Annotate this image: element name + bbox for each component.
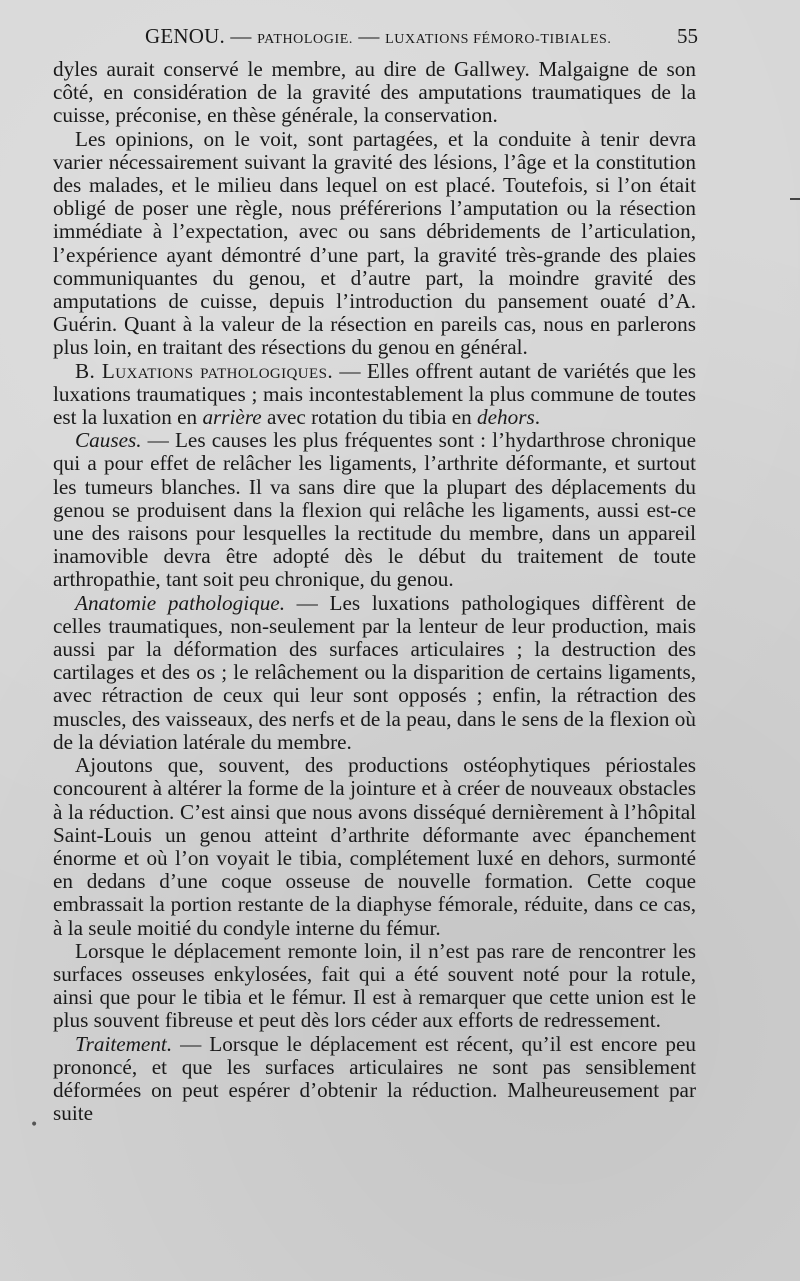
running-title-subsection: LUXATIONS FÉMORO-TIBIALES.	[385, 32, 612, 47]
running-title-section: PATHOLOGIE.	[257, 32, 353, 47]
paragraph-3-text-b: avec rotation du tibia en	[261, 405, 478, 430]
section-heading-luxations-pathologiques: B. Luxations pathologiques.	[75, 358, 334, 383]
paragraph-3-dash: —	[333, 358, 367, 383]
paragraph-3-emphasis-arriere: arrière	[202, 405, 262, 430]
paragraph-4-text: — Les causes les plus fréquentes sont : l’hydarthrose chronique qui a pour effet de relâcher les ligaments, l’arthrite déformante, et surtout les tumeurs blanches. Il va sans dire que la plupart des déplacements du genou se produisent dans la flexion qui relâche les ligaments, aussi est-ce une des raisons pour lesquelles la rectitude du membre, dans un appareil inamovible devra être adopté dès le début du traitement de toute arthropathie, tant soit peu chronique, du genou.	[53, 428, 696, 592]
paragraph-8-text: — Lorsque le déplacement est récent, qu’il est encore peu prononcé, et que les surfaces articulaires ne sont pas sensiblement déformées on peut espérer d’obtenir la réduction. Malheureusement par suite	[53, 1031, 696, 1126]
subheading-causes: Causes.	[75, 428, 142, 453]
paragraph-6: Ajoutons que, souvent, des productions ostéophytiques périostales concourent à altérer la forme de la jointure et à créer de nouveaux obstacles à la réduction. C’est ainsi que nous avons disséqué dernièrement à l’hôpital Saint-Louis un genou atteint d’arthrite déformante avec épanchement énorme et où l’on voyait le tibia, complétement luxé en dehors, surmonté en dedans d’une coque osseuse de nouvelle formation. Cette coque embrassait la portion restante de la diaphyse fémorale, réduite, dans ce cas, à la seule moitié du condyle interne du fémur.	[53, 753, 696, 940]
running-header	[0, 24, 800, 56]
margin-bullet: •	[30, 1117, 39, 1133]
paragraph-5	[53, 592, 696, 754]
page-number: 55	[677, 24, 698, 48]
paragraph-4	[53, 429, 696, 591]
subheading-anatomie-pathologique: Anatomie pathologique.	[75, 590, 285, 615]
paragraph-8	[53, 1033, 696, 1126]
paragraph-7: Lorsque le déplacement remonte loin, il n’est pas rare de rencontrer les surfaces osseuses enkylosées, fait qui a été souvent noté pour la rotule, ainsi que pour le tibia et le fémur. Il est à remarquer que cette union est le plus souvent fibreuse et peut dès lors céder aux efforts de redressement.	[53, 938, 696, 1033]
paragraph-3-emphasis-dehors: dehors	[477, 405, 535, 430]
subheading-traitement: Traitement.	[75, 1031, 173, 1056]
header-separator-2: —	[352, 24, 386, 48]
paragraph-5-text: — Les luxations pathologiques diffèrent de celles traumatiques, non-seulement par la lenteur de leur production, mais aussi par la déformation des surfaces articulaires ; la destruction des cartilages et des os ; le relâchement ou la disparition de certains ligaments, avec rétraction de ceux qui leur sont opposés ; enfin, la rétraction des muscles, des vaisseaux, des nerfs et de la peau, dans le sens de la flexion où de la déviation latérale du membre.	[53, 590, 696, 754]
paragraph-2: Les opinions, on le voit, sont partagées, et la conduite à tenir devra varier nécessairement suivant la gravité des lésions, l’âge et la constitution des malades, et le milieu dans lequel on est placé. Toutefois, si l’on était obligé de poser une règle, nous préférerions l’amputation ou la résection immédiate à l’expectation, avec ou sans débridements de l’articulation, l’expérience ayant démontré d’une part, la gravité très-grande des plaies communiquantes du genou, et d’autre part, la moindre gravité des amputations de cuisse, depuis l’introduction du pansement ouaté d’A. Guérin. Quant à la valeur de la résection en pareils cas, nous en parlerons plus loin, en traitant des résections du genou en général.	[53, 126, 696, 360]
paragraph-3-text-a: Elles offrent autant de variétés que les luxations traumatiques ; mais incontestablement la plus commune de toutes est la luxation en	[53, 358, 696, 430]
paragraph-1: dyles aurait conservé le membre, au dire de Gallwey. Malgaigne de son côté, en considération de la gravité des amputations traumatiques de la cuisse, préconise, en thèse générale, la conservation.	[53, 57, 696, 128]
running-title-main: GENOU.	[145, 24, 225, 48]
running-title	[145, 24, 611, 49]
paragraph-3-text-c: .	[534, 405, 541, 430]
page-edge-mark	[790, 198, 800, 200]
paragraph-3	[53, 360, 696, 430]
body-text	[53, 58, 696, 1125]
header-separator-1: —	[224, 24, 258, 48]
